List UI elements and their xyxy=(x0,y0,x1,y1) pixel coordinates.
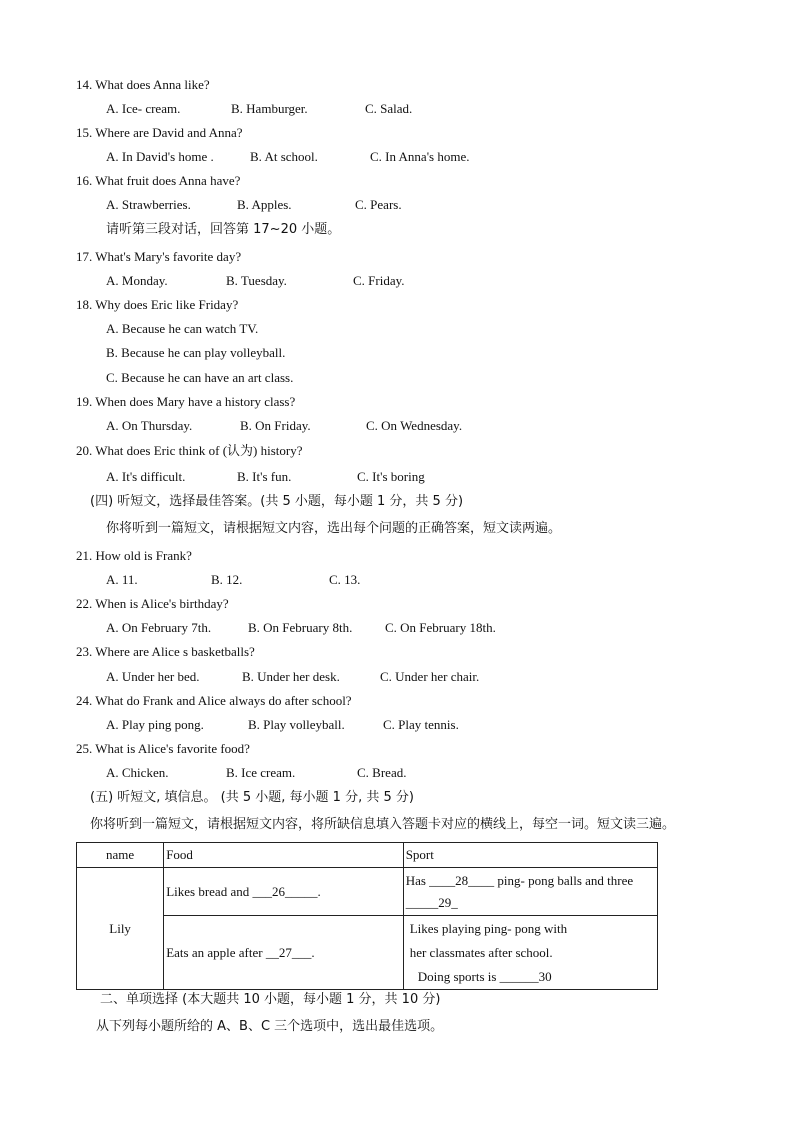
info-table xyxy=(76,842,658,990)
option-16-c: C. Pears. xyxy=(355,197,402,212)
sport-1-line-a: Has ____28____ ping- pong balls and three xyxy=(405,873,634,888)
question-16: 16. What fruit does Anna have? xyxy=(76,173,241,188)
table-row xyxy=(77,868,658,916)
instruction-part3: 请听第三段对话，回答第 17~20 小题。 xyxy=(106,222,341,237)
option-15-b: B. At school. xyxy=(250,149,318,164)
option-19-c: C. On Wednesday. xyxy=(366,418,463,433)
section-4-desc: 你将听到一篇短文，请根据短文内容，选出每个问题的正确答案，短文读两遍。 xyxy=(106,521,562,536)
question-19: 19. When does Mary have a history class? xyxy=(76,394,296,409)
question-17: 17. What's Mary's favorite day? xyxy=(76,249,242,264)
option-23-a: A. Under her bed. xyxy=(106,669,200,684)
option-19-b: B. On Friday. xyxy=(240,418,311,433)
question-23: 23. Where are Alice s basketballs? xyxy=(76,644,255,659)
option-19-a: A. On Thursday. xyxy=(106,418,193,433)
sport-1-line-b: _____29_ xyxy=(405,895,458,910)
question-20: 20. What does Eric think of (认为) history? xyxy=(76,443,303,458)
option-20-b: B. It's fun. xyxy=(237,469,292,484)
question-22: 22. When is Alice's birthday? xyxy=(76,596,229,611)
option-16-b: B. Apples. xyxy=(237,197,292,212)
cell-sport-1 xyxy=(403,868,657,916)
option-14-a: A. Ice- cream. xyxy=(106,101,181,116)
cell-sport-2 xyxy=(403,916,657,990)
header-name: name xyxy=(77,843,164,868)
header-food: Food xyxy=(164,843,404,868)
option-15-c: C. In Anna's home. xyxy=(370,149,470,164)
part-2-desc: 从下列每小题所给的 A、B、C 三个选项中，选出最佳选项。 xyxy=(96,1019,444,1034)
question-15: 15. Where are David and Anna? xyxy=(76,125,243,140)
section-4-title: (四) 听短文，选择最佳答案。(共 5 小题，每小题 1 分，共 5 分) xyxy=(90,494,464,509)
option-24-a: A. Play ping pong. xyxy=(106,717,204,732)
question-21: 21. How old is Frank? xyxy=(76,548,192,563)
option-17-b: B. Tuesday. xyxy=(226,273,287,288)
question-25: 25. What is Alice's favorite food? xyxy=(76,741,250,756)
option-22-b: B. On February 8th. xyxy=(248,620,353,635)
sport-2-line-a: Likes playing ping- pong with xyxy=(409,920,568,936)
option-25-c: C. Bread. xyxy=(357,765,407,780)
section-5-desc: 你将听到一篇短文，请根据短文内容，将所缺信息填入答题卡对应的横线上，每空一词。短文读三遍。 xyxy=(90,817,676,832)
food-1-text: Likes bread and ___26_____. xyxy=(166,883,321,899)
part-2-title: 二、单项选择 (本大题共 10 小题，每小题 1 分，共 10 分) xyxy=(100,992,441,1007)
option-14-c: C. Salad. xyxy=(365,101,413,116)
question-24: 24. What do Frank and Alice always do after school? xyxy=(76,693,352,708)
option-24-c: C. Play tennis. xyxy=(383,717,459,732)
option-23-b: B. Under her desk. xyxy=(242,669,340,684)
option-18-c: C. Because he can have an art class. xyxy=(106,370,294,385)
table-row xyxy=(77,916,658,990)
option-20-a: A. It's difficult. xyxy=(106,469,186,484)
option-15-a: A. In David's home . xyxy=(106,149,214,164)
option-21-c: C. 13. xyxy=(329,572,361,587)
option-14-b: B. Hamburger. xyxy=(231,101,308,116)
sport-2-line-b: her classmates after school. xyxy=(409,944,553,960)
option-17-c: C. Friday. xyxy=(353,273,405,288)
cell-name-lily: Lily xyxy=(77,868,164,990)
option-21-b: B. 12. xyxy=(211,572,243,587)
option-21-a: A. 11. xyxy=(106,572,138,587)
question-18: 18. Why does Eric like Friday? xyxy=(76,297,239,312)
option-25-a: A. Chicken. xyxy=(106,765,169,780)
option-22-c: C. On February 18th. xyxy=(385,620,496,635)
option-18-a: A. Because he can watch TV. xyxy=(106,321,259,336)
question-14: 14. What does Anna like? xyxy=(76,77,210,92)
option-20-c: C. It's boring xyxy=(357,469,425,484)
option-25-b: B. Ice cream. xyxy=(226,765,296,780)
food-2-text: Eats an apple after __27___. xyxy=(166,944,315,960)
option-24-b: B. Play volleyball. xyxy=(248,717,345,732)
section-5-title: (五) 听短文, 填信息。 (共 5 小题, 每小题 1 分, 共 5 分) xyxy=(90,790,414,805)
header-sport: Sport xyxy=(403,843,657,868)
option-18-b: B. Because he can play volleyball. xyxy=(106,345,286,360)
option-22-a: A. On February 7th. xyxy=(106,620,212,635)
option-17-a: A. Monday. xyxy=(106,273,168,288)
table-header-row xyxy=(77,843,658,868)
sport-2-line-c: Doing sports is ______30 xyxy=(417,968,552,984)
option-23-c: C. Under her chair. xyxy=(380,669,480,684)
cell-food-1 xyxy=(164,868,404,916)
cell-food-2 xyxy=(164,916,404,990)
option-16-a: A. Strawberries. xyxy=(106,197,191,212)
